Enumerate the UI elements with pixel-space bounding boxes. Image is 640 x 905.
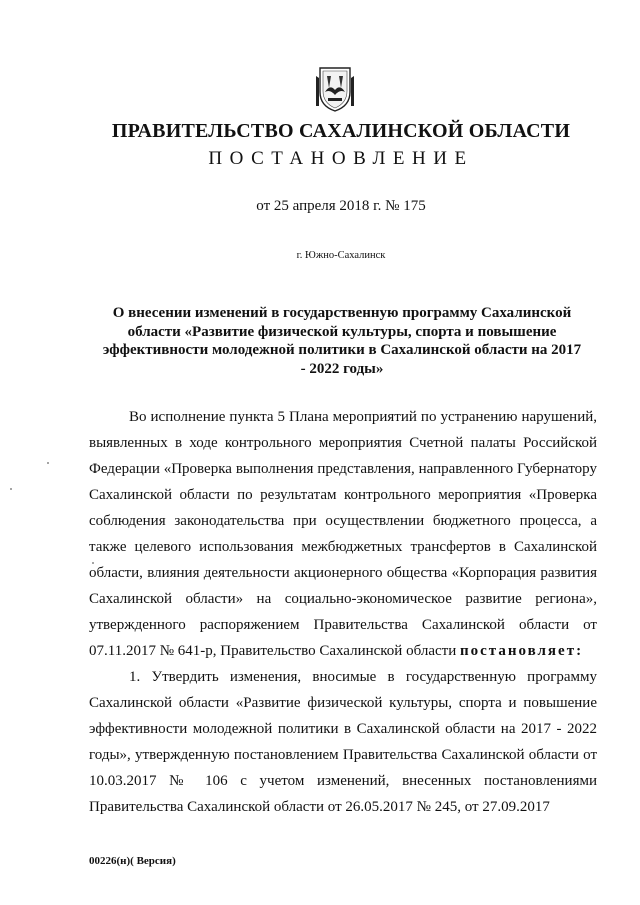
- footer-document-code: 00226(н)( Версия): [89, 855, 176, 867]
- scan-speck: [10, 488, 12, 490]
- body-paragraph-2: 1. Утвердить изменения, вносимые в государственную программу Сахалинской области «Развитие физической культуры, спорта и повышение эффективности молодежной политики в Сахалинской области на 2017 - 2022 годы», утвержденную постановлением Правительства Сахалинской области от 10.03.2017 № 106 с учетом изменений, внесенных постановлениями Правительства Сахалинской области от 26.05.2017 № 245, от 27.09.2017: [89, 669, 597, 815]
- body-paragraph-1-text: Во исполнение пункта 5 Плана мероприятий по устранению нарушений, выявленных в ходе контрольного мероприятия Счетной палаты Российской Федерации «Проверка выполнения представления, направленного Губернатору Сахалинской области по результатам контрольного мероприятия «Проверка соблюдения законодательства при осуществлении бюджетного процесса, а также целевого использования межбюджетных трансфертов в Сахалинской области, влияния деятельности акционерного общества «Корпорация развития Сахалинской области» на социально-экономическое развитие региона», утвержденного распоряжением Правительства Сахалинской области от 07.11.2017 № 641-р, Правительство Сахалинской области: [89, 409, 597, 659]
- scan-speck: [47, 462, 49, 464]
- document-subject: О внесении изменений в государственную программу Сахалинской области «Развитие физической культуры, спорта и повышение эффективности молодежной политики в Сахалинской области на 2017 - 2022 годы»: [102, 305, 582, 377]
- government-title: ПРАВИТЕЛЬСТВО САХАЛИНСКОЙ ОБЛАСТИ: [111, 120, 571, 142]
- document-date: от 25 апреля 2018 г. № 175: [256, 198, 426, 214]
- document-city: г. Южно-Сахалинск: [296, 250, 386, 261]
- coat-of-arms-emblem: [316, 62, 354, 112]
- document-body: [89, 404, 597, 820]
- body-paragraph-1: [89, 404, 597, 664]
- body-paragraph-1-emphasis: постановляет:: [459, 643, 584, 659]
- document-type: ПОСТАНОВЛЕНИЕ: [208, 148, 474, 169]
- scan-speck: [92, 562, 94, 564]
